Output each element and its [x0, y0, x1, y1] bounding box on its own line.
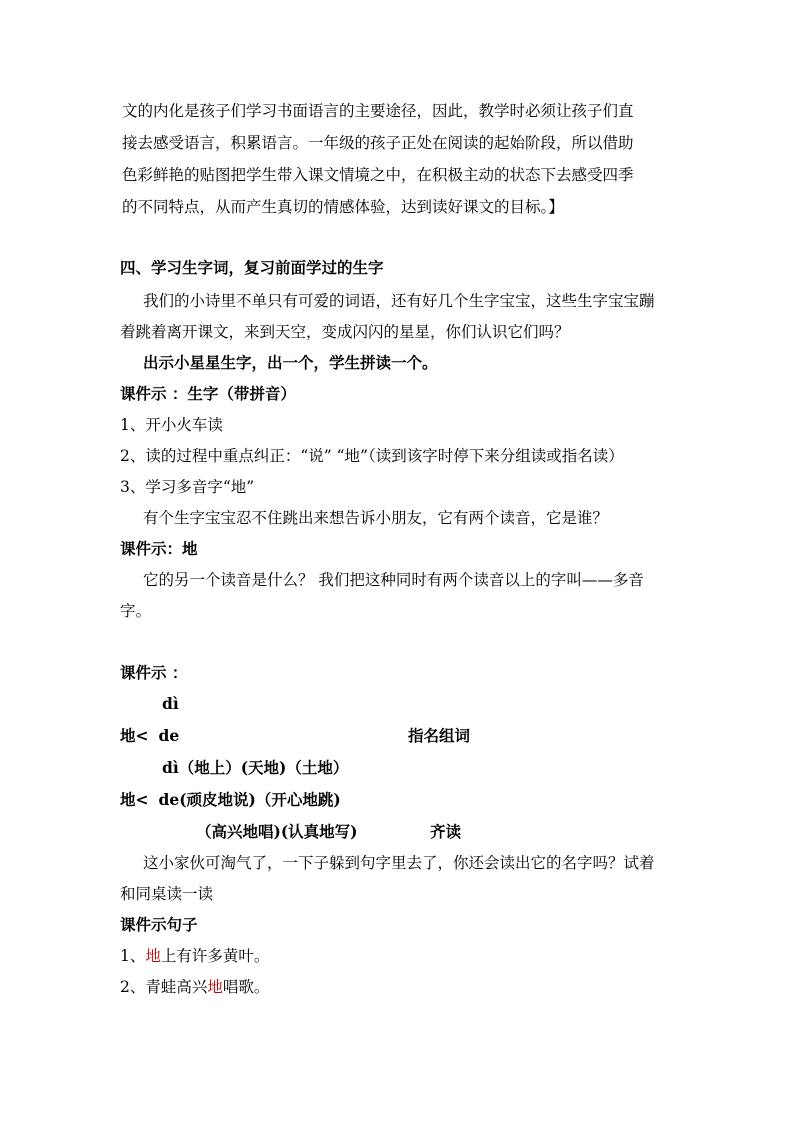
- polyphone-prefix: 地<: [120, 790, 149, 809]
- word-group: （高兴地唱)(认真地写): [196, 822, 358, 841]
- intro-line: 的不同特点，从而产生真切的情感体验，达到读好课文的目标。】: [122, 198, 564, 216]
- intro-line: 色彩鲜艳的贴图把学生带入课文情境之中，在积极主动的状态下去感受四季: [122, 166, 634, 184]
- sentence-number: 2、: [120, 978, 146, 996]
- courseware-label: 课件示：地: [120, 539, 198, 558]
- pinyin-di: dì: [162, 694, 179, 713]
- section-heading: 四、学习生字词，复习前面学过的生字: [120, 258, 384, 277]
- sentence-number: 1、: [120, 947, 146, 965]
- instruction-note: 齐读: [430, 822, 462, 841]
- sentence-item: 1、地上有许多黄叶。: [120, 947, 270, 965]
- pinyin-de: de: [158, 726, 180, 745]
- paragraph-line: 我们的小诗里不单只有可爱的词语，还有好几个生字宝宝，这些生字宝宝蹦: [143, 292, 655, 310]
- polyphone-branch: [120, 790, 341, 810]
- word-group: dì（地上）(天地)（土地）: [162, 758, 349, 777]
- paragraph-line: 和同桌读一读: [120, 885, 214, 903]
- sentence-item: 2、青蛙高兴地唱歌。: [120, 978, 270, 996]
- paragraph-line: 这小家伙可淘气了，一下子躲到句字里去了，你还会读出它的名字吗？试着: [143, 854, 655, 872]
- paragraph-line: 它的另一个读音是什么？ 我们把这种同时有两个读音以上的字叫——多音: [143, 571, 644, 589]
- courseware-label: 课件示 ：: [120, 663, 188, 682]
- word-group: de(顽皮地说)（开心地跳): [158, 790, 341, 809]
- courseware-label: 课件示句子: [120, 915, 198, 934]
- paragraph-line: 字。: [120, 602, 152, 620]
- intro-line: 接去感受语言，积累语言。一年级的孩子正处在阅读的起始阶段，所以借助: [122, 134, 634, 152]
- paragraph-line: 有个生字宝宝忍不住跳出来想告诉小朋友，它有两个读音，它是谁？: [143, 509, 609, 527]
- highlighted-char: 地: [207, 978, 223, 996]
- instruction-note: 指名组词: [408, 726, 471, 745]
- show-stars-instruction: 出示小星星生字，出一个，学生拼读一个。: [143, 353, 438, 372]
- polyphone-branch: [120, 726, 179, 746]
- courseware-label: 课件示 ：生字（带拼音）: [120, 384, 296, 403]
- highlighted-char: 地: [145, 947, 161, 965]
- paragraph-line: 着跳着离开课文，来到天空，变成闪闪的星星，你们认识它们吗？: [120, 323, 570, 341]
- polyphone-prefix: 地<: [120, 726, 149, 745]
- step-item: 1、开小火车读: [120, 416, 223, 434]
- step-item: 3、学习多音字“地”: [120, 478, 255, 496]
- step-item: 2、读的过程中重点纠正：“说” “地”（读到该字时停下来分组读或指名读）: [120, 447, 624, 465]
- intro-line: 文的内化是孩子们学习书面语言的主要途径，因此，教学时必须让孩子们直: [122, 102, 634, 120]
